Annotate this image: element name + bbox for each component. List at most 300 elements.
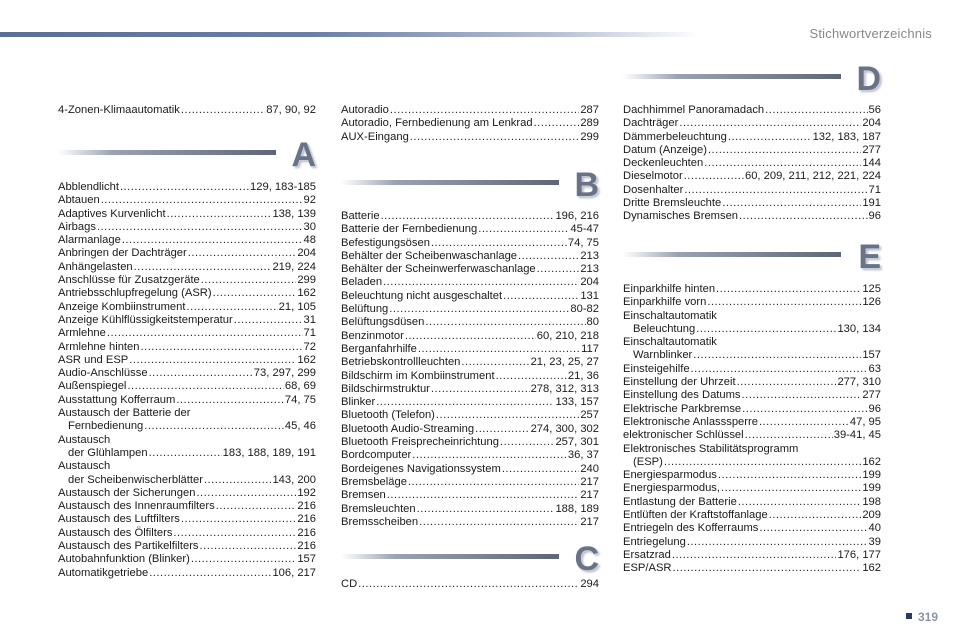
entry-term: Behälter der Scheinwerferwaschanlage	[341, 263, 536, 276]
entry-term: Datum (Anzeige)	[623, 143, 707, 156]
entry-term: Anzeige Kühlflüssigkeitstemperatur	[58, 313, 233, 326]
entry-term: AUX-Eingang	[341, 130, 409, 143]
entry-term: Dieselmotor	[623, 170, 683, 183]
entry-pages: 217	[580, 489, 599, 502]
entry-term: CD	[341, 578, 358, 590]
index-entry	[58, 540, 316, 553]
dot-leader	[140, 341, 302, 354]
dot-leader	[691, 363, 868, 376]
entry-pages: 209	[862, 509, 881, 522]
entry-term: Beleuchtung nicht ausgeschaltet	[341, 289, 503, 302]
entry-pages: 125	[862, 283, 881, 295]
entry-pages: 277	[862, 143, 881, 156]
entry-pages: 129, 183-185	[250, 181, 316, 193]
entry-pages: 204	[297, 247, 316, 260]
entry-pages: 117	[581, 342, 599, 355]
entry-term: Bordeigenes Navigationssystem	[341, 462, 501, 475]
dot-leader	[149, 447, 222, 460]
index-section-d	[623, 104, 881, 224]
entry-term: Antriebsschlupfregelung (ASR)	[58, 287, 212, 300]
dot-leader	[436, 409, 579, 422]
index-entry-heading: Einschaltautomatik	[623, 336, 717, 349]
dot-leader	[687, 536, 868, 549]
entry-term: Beladen	[341, 276, 383, 289]
entry-pages: 133, 157	[555, 396, 599, 409]
entry-pages: 130, 134	[837, 322, 881, 335]
dot-leader	[742, 389, 862, 402]
dot-leader	[718, 469, 861, 482]
entry-term: Bluetooth (Telefon)	[341, 409, 435, 422]
dot-leader	[213, 287, 297, 300]
dot-leader	[722, 197, 861, 210]
entry-pages: 71	[303, 327, 316, 340]
entry-pages: 47, 95	[849, 415, 881, 428]
dot-leader	[387, 489, 580, 502]
entry-term: Audio-Anschlüsse	[58, 367, 148, 380]
index-entry-heading: Elektronisches Stabilitätsprogramm	[623, 442, 799, 455]
entry-term: Entriegeln des Kofferraums	[623, 522, 759, 535]
dot-leader	[679, 117, 861, 130]
entry-pages: 40	[868, 522, 881, 535]
dot-leader	[742, 403, 867, 416]
index-entry	[341, 516, 599, 529]
entry-pages: 126	[862, 296, 881, 309]
entry-term: Elektronische Anlasssperre	[623, 415, 758, 428]
dot-leader	[381, 210, 555, 223]
entry-pages: 68, 69	[284, 380, 316, 393]
entry-pages: 204	[580, 276, 599, 289]
index-entry	[623, 131, 881, 144]
dot-leader	[173, 527, 296, 540]
index-entry	[623, 456, 881, 469]
index-entry	[623, 283, 881, 296]
index-entry	[341, 104, 599, 117]
section-letter-c: C	[574, 540, 599, 578]
dot-leader	[500, 436, 554, 449]
entry-pages: 277, 310	[837, 376, 881, 389]
dot-leader	[127, 380, 283, 393]
index-entry	[58, 380, 316, 393]
dot-leader	[186, 301, 277, 314]
entry-pages: 299	[297, 274, 316, 287]
index-column-1-top	[58, 104, 316, 117]
entry-term: Airbags	[58, 220, 96, 233]
index-entry	[58, 287, 316, 300]
entry-pages: 96	[868, 402, 881, 415]
index-entry	[341, 449, 599, 462]
entry-term: Betriebskontrollleuchten	[341, 356, 461, 369]
index-entry	[341, 370, 599, 383]
index-entry-heading: Austausch der Batterie der	[58, 407, 191, 420]
dot-leader	[738, 496, 862, 509]
entry-pages: 183, 188, 189, 191	[222, 446, 316, 459]
index-entry	[341, 383, 599, 396]
index-entry	[341, 290, 599, 303]
entry-pages: 92	[303, 194, 316, 207]
dot-leader	[410, 131, 580, 144]
page-number: 319	[917, 610, 938, 624]
entry-term: Austausch des Innenraumfilters	[58, 500, 215, 513]
entry-pages: 36, 37	[567, 449, 599, 462]
dot-leader	[518, 250, 579, 263]
index-entry	[623, 323, 881, 336]
index-entry	[341, 476, 599, 489]
entry-term: Bordcomputer	[341, 449, 412, 462]
entry-pages: 45, 46	[284, 420, 316, 433]
entry-pages: 106, 217	[272, 566, 316, 579]
dot-leader	[672, 549, 837, 562]
dot-leader	[181, 104, 265, 117]
dot-leader	[716, 283, 861, 296]
index-entry	[623, 170, 881, 183]
dot-leader	[97, 221, 303, 234]
index-entry	[58, 301, 316, 314]
index-entry	[341, 210, 599, 223]
entry-pages: 196, 216	[555, 210, 599, 222]
dot-leader	[745, 429, 833, 442]
index-entry-heading: Austausch	[58, 433, 111, 446]
index-entry	[623, 469, 881, 482]
entry-pages: 144	[862, 157, 881, 170]
entry-pages: 216	[297, 526, 316, 539]
entry-pages: 192	[297, 486, 316, 499]
entry-term: Autobahnfunktion (Blinker)	[58, 553, 190, 566]
dot-leader	[134, 261, 272, 274]
header-decor-bar	[0, 32, 700, 37]
entry-pages: 74, 75	[567, 236, 599, 249]
dot-leader	[176, 394, 284, 407]
entry-pages: 56	[868, 104, 881, 116]
index-entry	[58, 208, 316, 221]
dot-leader	[496, 370, 567, 383]
entry-term: Energiesparmodus,	[623, 482, 721, 495]
section-divider-e	[623, 238, 881, 276]
index-entry	[341, 131, 599, 144]
index-entry	[341, 263, 599, 276]
dot-leader	[418, 343, 580, 356]
entry-pages: 80	[586, 316, 599, 329]
index-entry	[341, 330, 599, 343]
index-column-2-top	[341, 104, 599, 144]
entry-pages: 198	[862, 495, 881, 508]
entry-pages: 48	[303, 234, 316, 247]
entry-term: Anbringen der Dachträger	[58, 247, 187, 260]
dot-leader	[405, 330, 536, 343]
entry-pages: 257	[580, 409, 599, 422]
index-entry	[623, 536, 881, 549]
entry-term: Deckenleuchten	[623, 157, 704, 170]
index-entry	[623, 549, 881, 562]
dot-leader	[759, 522, 867, 535]
dot-leader	[149, 367, 253, 380]
entry-term: Elektrische Parkbremse	[623, 402, 742, 415]
dot-leader	[120, 181, 249, 194]
dot-leader	[216, 500, 297, 513]
index-entry	[623, 210, 881, 223]
index-entry	[341, 250, 599, 263]
index-entry	[341, 503, 599, 516]
dot-leader	[167, 208, 272, 221]
entry-term: Blinker	[341, 396, 376, 409]
entry-term: Dämmerbeleuchtung	[623, 130, 727, 143]
entry-term: Dachträger	[623, 117, 679, 130]
index-entry	[623, 403, 881, 416]
entry-pages: 63	[868, 362, 881, 375]
entry-term: Bluetooth Audio-Streaming	[341, 422, 475, 435]
dot-leader	[721, 482, 861, 495]
entry-pages: 217	[580, 515, 599, 528]
index-entry	[58, 367, 316, 380]
entry-pages: 87, 90, 92	[266, 104, 316, 116]
dot-leader	[502, 463, 580, 476]
entry-term: Einstellung des Datums	[623, 389, 741, 402]
entry-term: elektronischer Schlüssel	[623, 429, 744, 442]
entry-term: Fernbedienung	[68, 420, 144, 433]
page-marker	[906, 613, 912, 619]
index-entry	[623, 429, 881, 442]
entry-pages: 74, 75	[284, 393, 316, 406]
entry-term: Armlehne	[58, 327, 106, 340]
index-section-b	[341, 210, 599, 529]
dot-leader	[684, 184, 867, 197]
dot-leader	[664, 456, 861, 469]
entry-term: Dritte Bremsleuchte	[623, 197, 722, 210]
index-entry	[623, 349, 881, 362]
entry-term: Bremsen	[341, 489, 386, 502]
entry-pages: 157	[297, 553, 316, 566]
entry-pages: 131	[580, 289, 599, 302]
index-entry	[623, 416, 881, 429]
dot-leader	[201, 274, 297, 287]
index-entry	[58, 104, 316, 117]
index-entry-heading: Einschaltautomatik	[623, 309, 717, 322]
dot-leader	[417, 503, 555, 516]
divider-line	[341, 554, 559, 559]
entry-pages: 191	[862, 197, 881, 210]
entry-pages: 199	[862, 469, 881, 482]
entry-pages: 204	[862, 117, 881, 130]
page-title: Stichwortverzeichnis	[809, 26, 932, 41]
index-entry	[623, 184, 881, 197]
entry-term: Behälter der Scheibenwaschanlage	[341, 249, 518, 262]
entry-term: Warnblinker	[633, 349, 693, 362]
dot-leader	[478, 223, 569, 236]
dot-leader	[204, 474, 271, 487]
entry-term: Austausch des Ölfilters	[58, 526, 173, 539]
dot-leader	[534, 117, 580, 130]
entry-pages: 157	[862, 349, 881, 362]
entry-pages: 216	[297, 500, 316, 513]
index-entry	[341, 223, 599, 236]
dot-leader	[704, 157, 861, 170]
entry-term: Batterie	[341, 210, 380, 222]
dot-leader	[188, 247, 297, 260]
dot-leader	[144, 420, 284, 433]
entry-term: Einparkhilfe vorn	[623, 296, 707, 309]
dot-leader	[200, 540, 297, 553]
divider-line	[58, 150, 276, 155]
index-entry	[58, 500, 316, 513]
entry-pages: 188, 189	[555, 502, 599, 515]
dot-leader	[390, 104, 579, 117]
entry-pages: 143, 200	[272, 473, 316, 486]
index-entry	[58, 474, 316, 487]
section-letter-a: A	[291, 136, 316, 174]
index-entry	[623, 482, 881, 495]
entry-pages: 31	[303, 313, 316, 326]
index-entry	[58, 487, 316, 500]
dot-leader	[707, 296, 861, 309]
entry-pages: 213	[580, 263, 599, 276]
entry-pages: 219, 224	[272, 260, 316, 273]
entry-term: Anschlüsse für Zusatzgeräte	[58, 274, 200, 287]
entry-term: Autoradio	[341, 104, 389, 116]
index-entry	[58, 181, 316, 194]
entry-term: Austausch des Luftfilters	[58, 513, 180, 526]
index-entry	[58, 261, 316, 274]
index-entry	[58, 420, 316, 433]
entry-term: Bremsscheiben	[341, 515, 419, 528]
dot-leader	[419, 516, 579, 529]
dot-leader	[122, 234, 303, 247]
dot-leader	[408, 476, 579, 489]
entry-term: Batterie der Fernbedienung	[341, 223, 478, 236]
dot-leader	[759, 416, 849, 429]
entry-pages: 162	[297, 353, 316, 366]
entry-pages: 60, 209, 211, 212, 221, 224	[744, 170, 881, 183]
index-entry	[341, 117, 599, 130]
entry-pages: 240	[580, 462, 599, 475]
index-entry	[341, 303, 599, 316]
dot-leader	[696, 323, 836, 336]
entry-term: Automatikgetriebe	[58, 566, 149, 579]
index-entry	[58, 567, 316, 580]
entry-term: 4-Zonen-Klimaautomatik	[58, 104, 180, 116]
entry-term: Anhängelasten	[58, 260, 133, 273]
dot-leader	[769, 509, 862, 522]
entry-term: ESP/ASR	[623, 562, 672, 575]
index-entry	[341, 396, 599, 409]
entry-term: der Glühlampen	[68, 446, 148, 459]
dot-leader	[196, 487, 296, 500]
dot-leader	[737, 376, 837, 389]
entry-pages: 277	[862, 389, 881, 402]
index-entry	[341, 423, 599, 436]
entry-pages: 176, 177	[837, 548, 881, 561]
entry-term: Ausstattung Kofferraum	[58, 393, 176, 406]
section-divider-a	[58, 136, 316, 174]
dot-leader	[461, 356, 529, 369]
entry-pages: 132, 183, 187	[812, 130, 881, 143]
index-section-e	[623, 283, 881, 576]
dot-leader	[765, 104, 867, 117]
entry-term: Abblendlicht	[58, 181, 119, 193]
entry-term: Entlastung der Batterie	[623, 495, 737, 508]
entry-pages: 60, 210, 218	[536, 329, 599, 342]
entry-term: Belüftung	[341, 303, 389, 316]
divider-line	[623, 74, 841, 79]
entry-term: Bremsbeläge	[341, 475, 407, 488]
index-entry	[623, 496, 881, 509]
entry-pages: 21, 23, 25, 27	[530, 356, 599, 369]
dot-leader	[425, 316, 585, 329]
dot-leader	[101, 194, 303, 207]
entry-term: Entriegelung	[623, 535, 686, 548]
section-divider-c	[341, 540, 599, 578]
dot-leader	[107, 327, 303, 340]
dot-leader	[234, 314, 303, 327]
index-entry	[623, 509, 881, 522]
entry-term: Beleuchtung	[633, 322, 696, 335]
index-entry	[623, 157, 881, 170]
entry-pages: 287	[580, 104, 599, 116]
entry-term: Bluetooth Freisprecheinrichtung	[341, 436, 499, 449]
index-entry	[341, 436, 599, 449]
entry-pages: 294	[580, 578, 599, 590]
entry-term: Einsteigehilfe	[623, 362, 690, 375]
index-entry	[58, 221, 316, 234]
index-entry	[58, 274, 316, 287]
index-entry	[58, 394, 316, 407]
section-letter-d: D	[856, 60, 881, 98]
entry-term: Dynamisches Bremsen	[623, 210, 739, 223]
section-letter-e: E	[858, 238, 881, 276]
entry-pages: 39-41, 45	[833, 429, 881, 442]
index-entry	[58, 513, 316, 526]
index-entry-heading: Austausch	[58, 460, 111, 473]
index-entry	[623, 522, 881, 535]
index-entry	[58, 314, 316, 327]
index-entry	[58, 327, 316, 340]
dot-leader	[673, 562, 862, 575]
entry-term: Dachhimmel Panoramadach	[623, 104, 765, 116]
entry-term: Energiesparmodus	[623, 469, 717, 482]
index-entry	[623, 363, 881, 376]
dot-leader	[191, 553, 296, 566]
entry-pages: 274, 300, 302	[530, 422, 599, 435]
entry-term: Berganfahrhilfe	[341, 342, 417, 355]
entry-pages: 73, 297, 299	[253, 367, 316, 380]
entry-term: Autoradio, Fernbedienung am Lenkrad	[341, 117, 533, 130]
entry-term: Austausch der Sicherungen	[58, 486, 196, 499]
dot-leader	[412, 449, 567, 462]
index-entry	[58, 527, 316, 540]
index-entry	[341, 276, 599, 289]
divider-line	[623, 252, 841, 257]
dot-leader	[475, 423, 529, 436]
dot-leader	[376, 396, 554, 409]
entry-term: Ersatzrad	[623, 548, 671, 561]
entry-term: Einstellung der Uhrzeit	[623, 376, 736, 389]
entry-pages: 216	[297, 540, 316, 553]
index-entry	[58, 234, 316, 247]
entry-term: ASR und ESP	[58, 353, 129, 366]
entry-term: Entlüften der Kraftstoffanlage	[623, 509, 768, 522]
index-entry	[58, 341, 316, 354]
index-entry	[341, 409, 599, 422]
entry-pages: 199	[862, 482, 881, 495]
index-section-c	[341, 578, 599, 591]
dot-leader	[129, 354, 296, 367]
dot-leader	[739, 210, 868, 223]
entry-pages: 217	[580, 475, 599, 488]
dot-leader	[149, 567, 271, 580]
entry-term: Befestigungsösen	[341, 236, 430, 249]
entry-term: Einparkhilfe hinten	[623, 283, 716, 295]
dot-leader	[389, 303, 569, 316]
index-section-a	[58, 181, 316, 580]
entry-term: Benzinmotor	[341, 329, 404, 342]
